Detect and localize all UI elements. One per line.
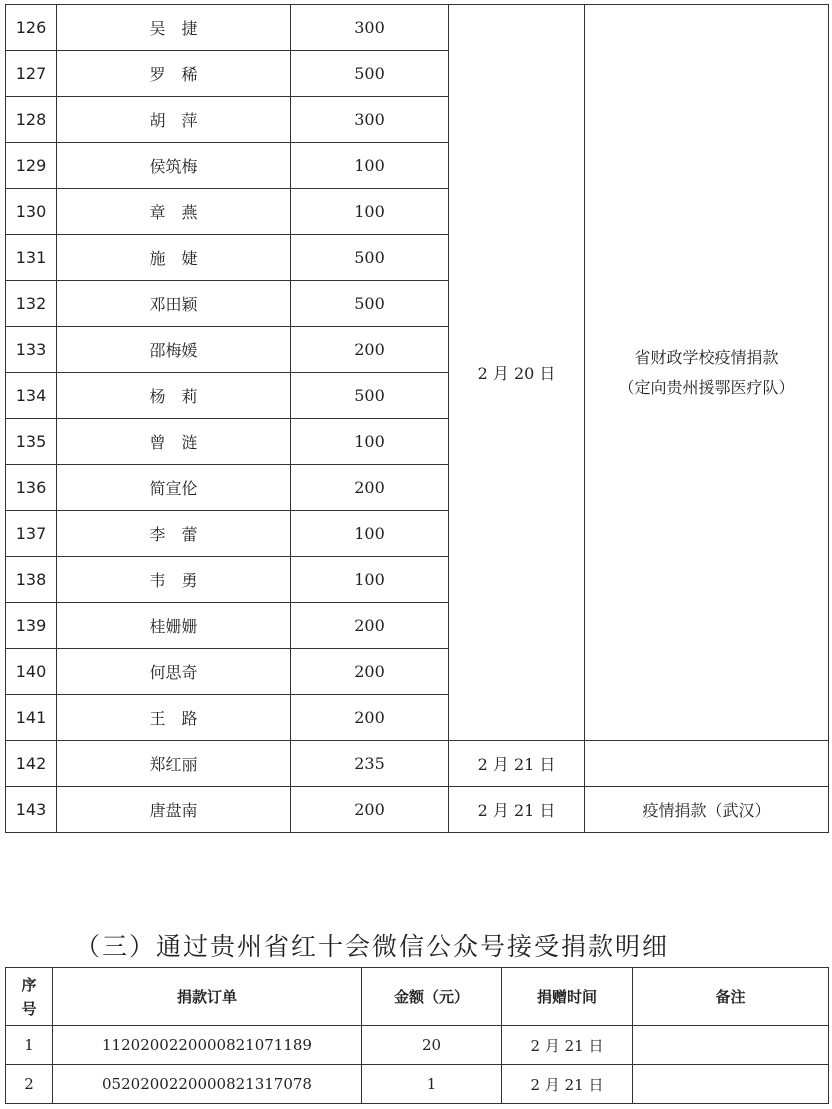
donor-name: 邵梅媛 bbox=[57, 327, 291, 373]
donation-note: 疫情捐款（武汉） bbox=[585, 787, 829, 833]
row-number: 136 bbox=[6, 465, 57, 511]
row-number: 142 bbox=[6, 741, 57, 787]
row-number: 132 bbox=[6, 281, 57, 327]
row-number: 129 bbox=[6, 143, 57, 189]
header-row bbox=[6, 968, 829, 1026]
wechat-donations-table bbox=[5, 967, 829, 1104]
donor-name: 吴 捷 bbox=[57, 5, 291, 51]
row-number: 134 bbox=[6, 373, 57, 419]
donation-amount: 100 bbox=[291, 143, 449, 189]
donation-amount: 200 bbox=[291, 787, 449, 833]
donation-amount: 100 bbox=[291, 511, 449, 557]
table-row bbox=[6, 1026, 829, 1065]
row-number: 143 bbox=[6, 787, 57, 833]
donations-table bbox=[5, 4, 829, 833]
donation-amount: 100 bbox=[291, 419, 449, 465]
row-number: 140 bbox=[6, 649, 57, 695]
donor-name: 韦 勇 bbox=[57, 557, 291, 603]
donor-name: 章 燕 bbox=[57, 189, 291, 235]
order-number: 0520200220000821317078 bbox=[53, 1065, 362, 1104]
order-number: 1120200220000821071189 bbox=[53, 1026, 362, 1065]
donation-note bbox=[585, 5, 829, 741]
donation-amount: 200 bbox=[291, 695, 449, 741]
header-amount: 金额（元） bbox=[362, 968, 502, 1026]
donation-amount: 100 bbox=[291, 557, 449, 603]
donor-name: 邓田颖 bbox=[57, 281, 291, 327]
donation-amount: 500 bbox=[291, 235, 449, 281]
note-line-1: 省财政学校疫情捐款 bbox=[634, 347, 779, 367]
donation-amount: 235 bbox=[291, 741, 449, 787]
donor-name: 李 蕾 bbox=[57, 511, 291, 557]
donation-amount: 200 bbox=[291, 649, 449, 695]
donation-time: 2 月 21 日 bbox=[502, 1026, 633, 1065]
section-title: （三）通过贵州省红十会微信公众号接受捐款明细 bbox=[75, 932, 670, 961]
table-row bbox=[6, 5, 829, 51]
row-number: 130 bbox=[6, 189, 57, 235]
row-number: 128 bbox=[6, 97, 57, 143]
donation-amount: 20 bbox=[362, 1026, 502, 1065]
donation-amount: 100 bbox=[291, 189, 449, 235]
donation-amount: 200 bbox=[291, 603, 449, 649]
donation-amount: 1 bbox=[362, 1065, 502, 1104]
donor-name: 杨 莉 bbox=[57, 373, 291, 419]
donor-name: 罗 稀 bbox=[57, 51, 291, 97]
donation-time: 2 月 21 日 bbox=[502, 1065, 633, 1104]
header-order: 捐款订单 bbox=[53, 968, 362, 1026]
donor-name: 胡 萍 bbox=[57, 97, 291, 143]
header-seq: 序 号 bbox=[6, 968, 53, 1026]
donor-name: 简宣伦 bbox=[57, 465, 291, 511]
donation-amount: 200 bbox=[291, 327, 449, 373]
note-line-2: （定向贵州援鄂医疗队） bbox=[618, 377, 795, 397]
donor-name: 侯筑梅 bbox=[57, 143, 291, 189]
donor-name: 施 婕 bbox=[57, 235, 291, 281]
donation-date: 2 月 21 日 bbox=[449, 787, 585, 833]
donation-amount: 500 bbox=[291, 281, 449, 327]
table-row bbox=[6, 787, 829, 833]
row-number: 138 bbox=[6, 557, 57, 603]
donation-date: 2 月 20 日 bbox=[449, 5, 585, 741]
table-row bbox=[6, 741, 829, 787]
donation-amount: 500 bbox=[291, 51, 449, 97]
donation-amount: 300 bbox=[291, 97, 449, 143]
row-number: 1 bbox=[6, 1026, 53, 1065]
donation-amount: 200 bbox=[291, 465, 449, 511]
row-number: 126 bbox=[6, 5, 57, 51]
donor-name: 曾 涟 bbox=[57, 419, 291, 465]
donation-amount: 500 bbox=[291, 373, 449, 419]
donor-name: 王 路 bbox=[57, 695, 291, 741]
donation-note bbox=[585, 741, 829, 787]
donor-name: 何思奇 bbox=[57, 649, 291, 695]
row-number: 131 bbox=[6, 235, 57, 281]
donor-name: 唐盘南 bbox=[57, 787, 291, 833]
table-row bbox=[6, 1065, 829, 1104]
header-time: 捐赠时间 bbox=[502, 968, 633, 1026]
row-number: 139 bbox=[6, 603, 57, 649]
donation-note bbox=[633, 1065, 829, 1104]
donation-date: 2 月 21 日 bbox=[449, 741, 585, 787]
row-number: 133 bbox=[6, 327, 57, 373]
donation-note bbox=[633, 1026, 829, 1065]
donor-name: 桂姗姗 bbox=[57, 603, 291, 649]
row-number: 127 bbox=[6, 51, 57, 97]
donor-name: 郑红丽 bbox=[57, 741, 291, 787]
row-number: 2 bbox=[6, 1065, 53, 1104]
row-number: 135 bbox=[6, 419, 57, 465]
row-number: 137 bbox=[6, 511, 57, 557]
header-note: 备注 bbox=[633, 968, 829, 1026]
row-number: 141 bbox=[6, 695, 57, 741]
donation-amount: 300 bbox=[291, 5, 449, 51]
